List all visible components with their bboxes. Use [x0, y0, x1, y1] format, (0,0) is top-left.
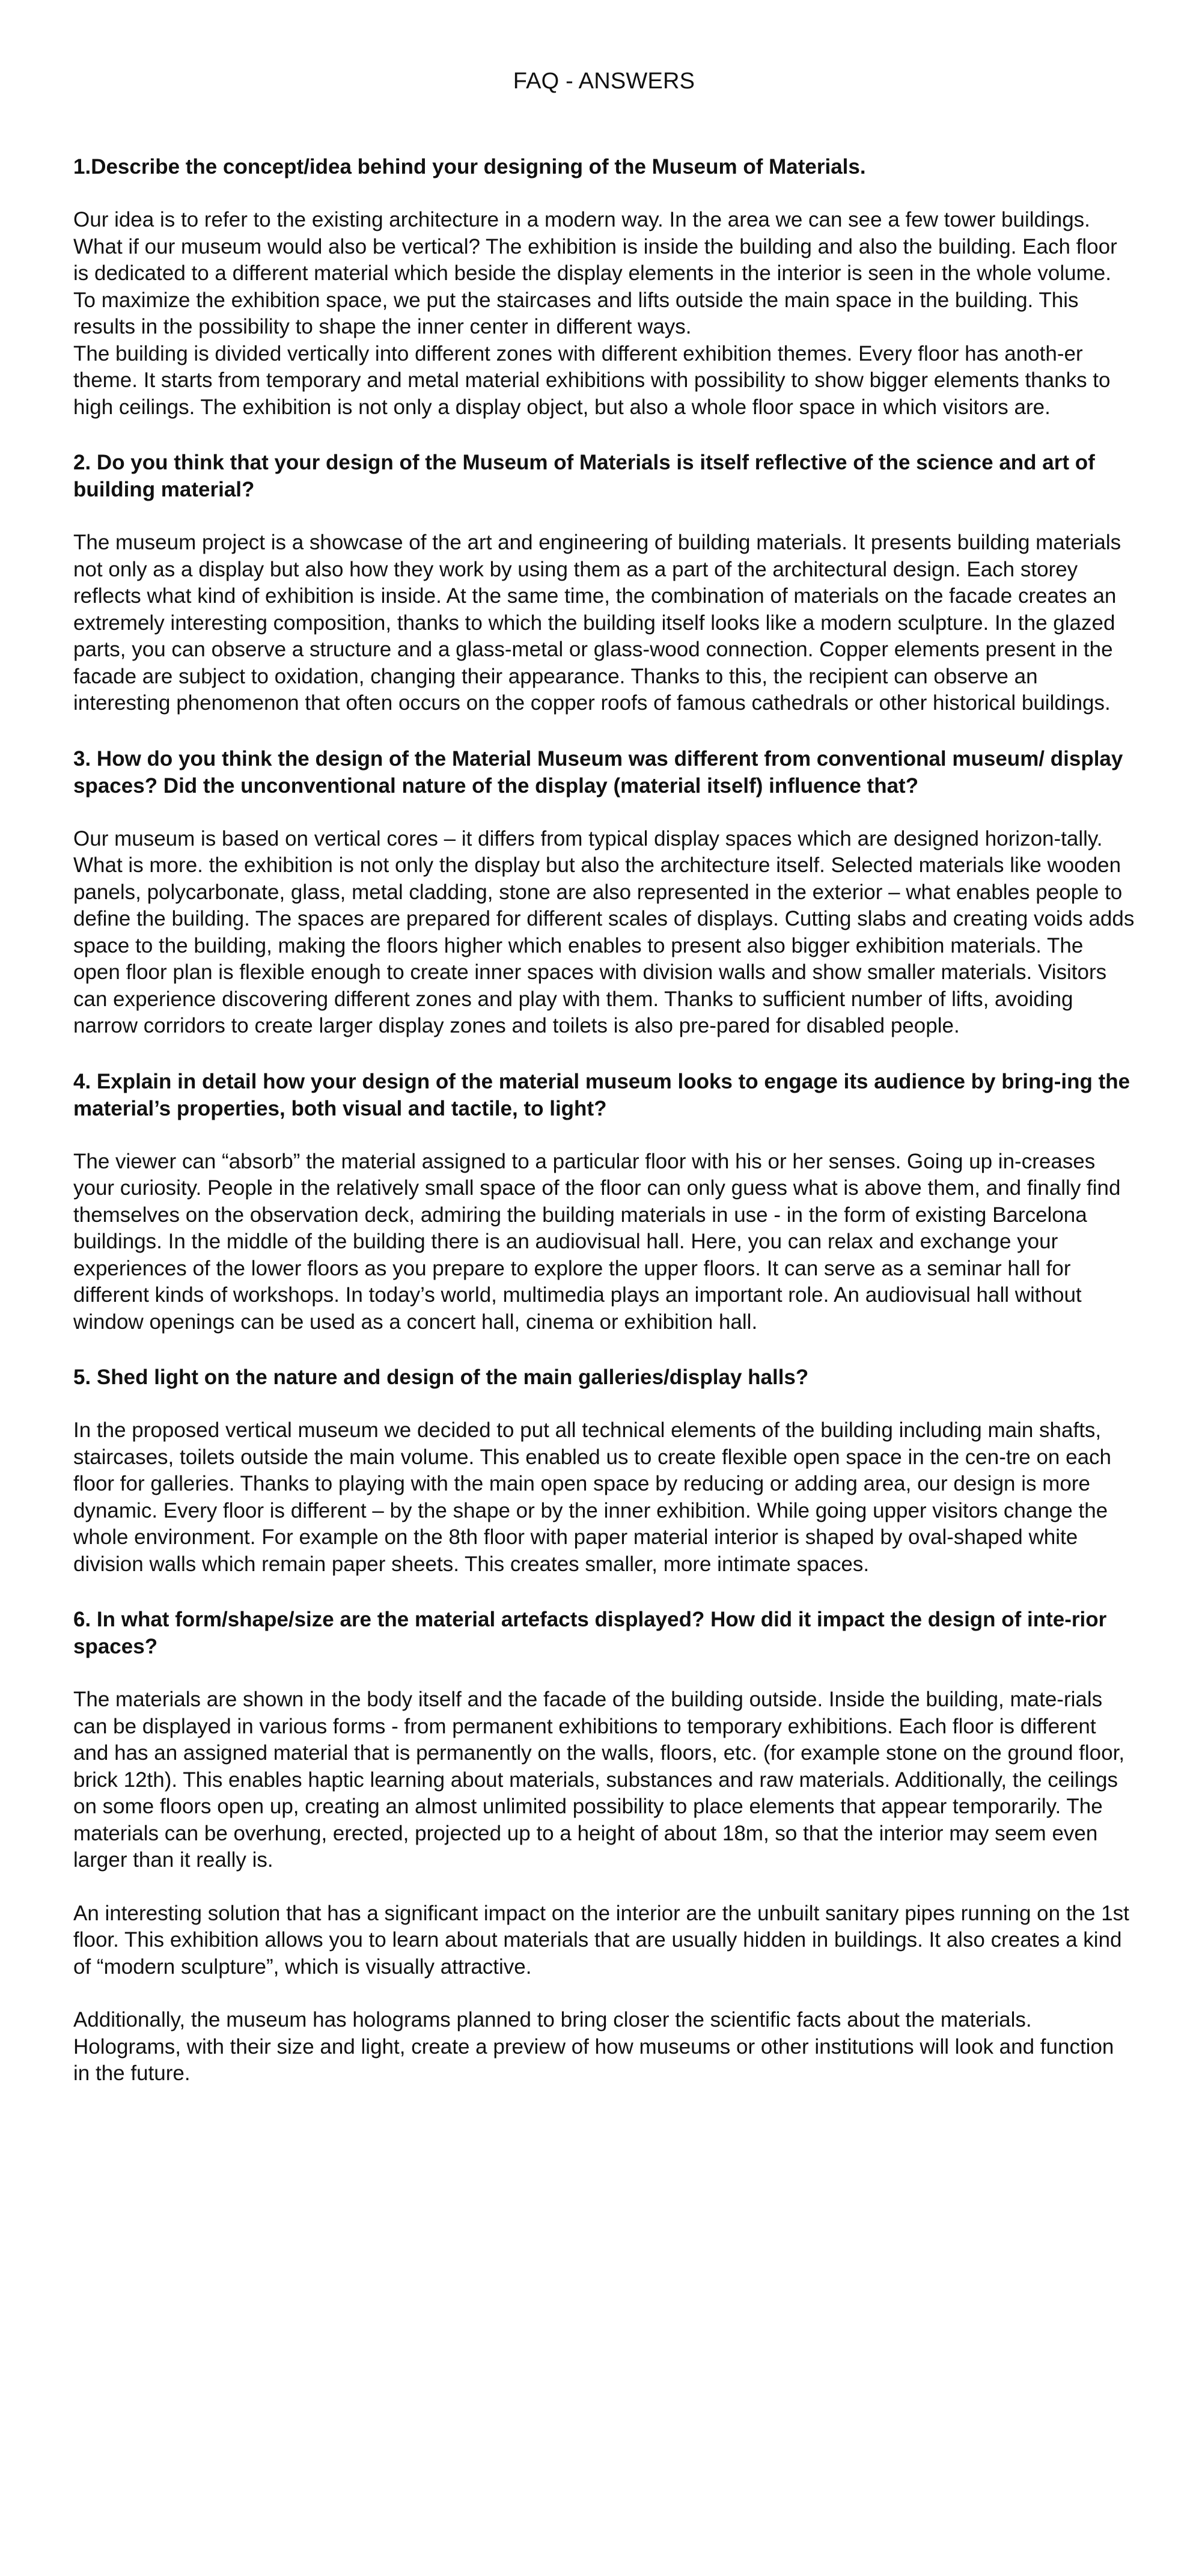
faq-answer: [73, 1149, 1135, 1336]
answer-paragraph: Our museum is based on vertical cores – it differs from typical display spaces which are designed horizon-tally. What is more. the exhibition is not only the display but also the architecture itself. Selected materials like wooden panels, polycarbonate, glass, metal cladding, stone are also represented in the exterior – what enables people to define the building. The spaces are prepared for different scales of displays. Cutting slabs and creating voids adds space to the building, making the floors higher which enables to present also bigger exhibition materials. The open floor plan is flexible enough to create inner spaces with division walls and show smaller materials. Visitors can experience discovering different zones and play with them. Thanks to sufficient number of lifts, avoiding narrow corridors to create larger display zones and toilets is also pre-pared for disabled people.: [73, 826, 1135, 1037]
page-title: FAQ - ANSWERS: [513, 69, 695, 94]
faq-question: 2. Do you think that your design of the Museum of Materials is itself reflective of the science and art of building material?: [73, 451, 1095, 501]
faq-item-1: [73, 153, 1135, 421]
faq-answer: [73, 530, 1135, 717]
faq-answer: [73, 1417, 1135, 1578]
faq-item-2: [73, 449, 1135, 717]
faq-question: 4. Explain in detail how your design of the material museum looks to engage its audience by bring-ing the material’s properties, both visual and tactile, to light?: [73, 1069, 1130, 1120]
answer-paragraph: Our idea is to refer to the existing architecture in a modern way. In the area we can see a few tower buildings. What if our museum would also be vertical? The exhibition is inside the building and also the building. Each floor is dedicated to a different material which beside the display elements in the interior is seen in the whole volume. To maximize the exhibition space, we put the staircases and lifts outside the main space in the building. This results in the possibility to shape the inner center in different ways. The building is divided vertically into different zones with different exhibition themes. Every floor has anoth-er theme. It starts from temporary and metal material exhibitions with possibility to show bigger elements thanks to high ceilings. The exhibition is not only a display object, but also a whole floor space in which visitors are.: [73, 208, 1117, 419]
faq-item-3: [73, 745, 1135, 1040]
answer-paragraph: The viewer can “absorb” the material assigned to a particular floor with his or her senses. Going up in-creases your curiosity. People in the relatively small space of the floor can only guess what is above them, and finally find themselves on the observation deck, admiring the building materials in use - in the form of existing Barcelona buildings. In the middle of the building there is an audiovisual hall. Here, you can relax and exchange your experiences of the lower floors as you prepare to explore the upper floors. It can serve as a seminar hall for different kinds of workshops. In today’s world, multimedia plays an important role. An audiovisual hall without window openings can be used as a concert hall, cinema or exhibition hall.: [73, 1149, 1121, 1334]
faq-item-6: [73, 1606, 1135, 2087]
faq-question: 5. Shed light on the nature and design of the main galleries/display halls?: [73, 1366, 809, 1389]
faq-answer: [73, 207, 1135, 421]
answer-paragraph: An interesting solution that has a significant impact on the interior are the unbuilt sanitary pipes running on the 1st floor. This exhibition allows you to learn about materials that are usually hidden in buildings. It also creates a kind of “modern sculpture”, which is visually attractive.: [73, 1901, 1129, 1979]
answer-paragraph: In the proposed vertical museum we decided to put all technical elements of the building including main shafts, staircases, toilets outside the main volume. This enabled us to create flexible open space in the cen-tre on each floor for galleries. Thanks to playing with the main open space by reducing or adding area, our design is more dynamic. Every floor is different – by the shape or by the inner exhibition. While going upper visitors change the whole environment. For example on the 8th floor with paper material interior is shaped by oval-shaped white division walls which remain paper sheets. This creates smaller, more intimate spaces.: [73, 1418, 1112, 1576]
answer-paragraph: The museum project is a showcase of the art and engineering of building materials. It presents building materials not only as a display but also how they work by using them as a part of the architectural design. Each storey reflects what kind of exhibition is inside. At the same time, the combination of materials on the facade creates an extremely interesting composition, thanks to which the building itself looks like a modern sculpture. In the glazed parts, you can observe a structure and a glass-metal or glass-wood connection. Copper elements present in the facade are subject to oxidation, changing their appearance. Thanks to this, the recipient can observe an interesting phenomenon that often occurs on the copper roofs of famous cathedrals or other historical buildings.: [73, 531, 1121, 715]
answer-paragraph: The materials are shown in the body itself and the facade of the building outside. Inside the building, mate-rials can be displayed in various forms - from permanent exhibitions to temporary exhibitions. Each floor is different and has an assigned material that is permanently on the walls, floors, etc. (for example stone on the ground floor, brick 12th). This enables haptic learning about materials, substances and raw materials. Additionally, the ceilings on some floors open up, creating an almost unlimited possibility to place elements that appear temporarily. The materials can be overhung, erected, projected up to a height of about 18m, so that the interior may seem even larger than it really is.: [73, 1688, 1125, 1872]
faq-question: 3. How do you think the design of the Material Museum was different from conventional museum/ display spaces? Did the unconventional nature of the display (material itself) influence that?: [73, 746, 1123, 798]
faq-question: 6. In what form/shape/size are the material artefacts displayed? How did it impact the design of inte-rior spaces?: [73, 1608, 1107, 1658]
answer-paragraph: Additionally, the museum has holograms planned to bring closer the scientific facts about the materials. Holograms, with their size and light, create a preview of how museums or other institutions will look and function in the future.: [73, 2008, 1114, 2085]
faq-question: 1.Describe the concept/idea behind your designing of the Museum of Materials.: [73, 155, 866, 179]
faq-document: [73, 63, 1135, 2116]
faq-answer: [73, 1686, 1135, 2087]
faq-answer: [73, 826, 1135, 1040]
faq-item-5: [73, 1364, 1135, 1578]
faq-item-4: [73, 1068, 1135, 1336]
